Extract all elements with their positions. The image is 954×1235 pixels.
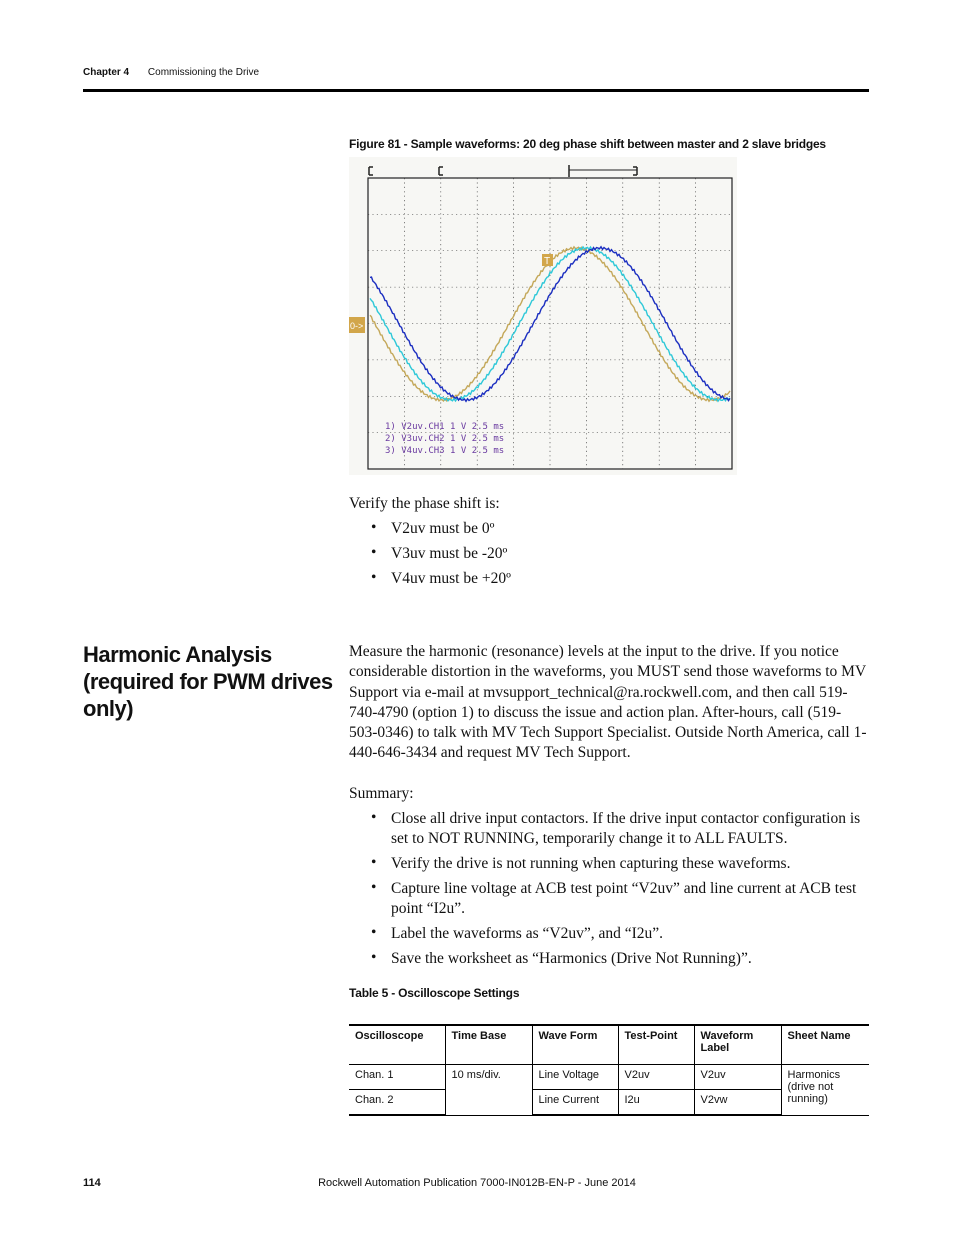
bullet: • xyxy=(371,924,377,941)
bullet: • xyxy=(371,544,377,561)
figure-caption: Figure 81 - Sample waveforms: 20 deg phase shift between master and 2 slave bridges xyxy=(349,137,826,151)
ground-marker xyxy=(349,317,365,333)
summary-item: Close all drive input contactors. If the drive input contactor configuration is set to NOT RUNNING, temporarily change it to ALL FAULTS. xyxy=(391,810,861,848)
oscilloscope-waveform-figure xyxy=(349,157,737,475)
chapter-label: Chapter 4 xyxy=(83,67,130,78)
column-header: Time Base xyxy=(445,1025,532,1065)
verify-intro: Verify the phase shift is: xyxy=(349,495,500,512)
column-header: Sheet Name xyxy=(781,1025,869,1065)
bullet: • xyxy=(371,569,377,586)
table-cell: V2vw xyxy=(694,1090,781,1116)
publication-footer: Rockwell Automation Publication 7000-IN012B-EN-P - June 2014 xyxy=(318,1177,636,1189)
table-row xyxy=(349,1065,869,1090)
table-header-row xyxy=(349,1025,869,1065)
table-cell: V2uv xyxy=(618,1065,694,1090)
bullet: • xyxy=(371,519,377,536)
summary-item: Capture line voltage at ACB test point “V2uv” and line current at ACB test point “I2u”. xyxy=(391,880,857,918)
legend-ch3: 3) V4uv.CH3 1 V 2.5 ms xyxy=(385,446,505,456)
verify-item: V3uv must be -20º xyxy=(391,545,508,562)
table-cell: Chan. 2 xyxy=(349,1090,445,1116)
section-paragraph: Measure the harmonic (resonance) levels at the input to the drive. If you notice considerable distortion in the waveforms, you MUST send those waveforms to MV Support via e-mail at mvsupport_technical@ra.rockwell.com, and then call 519-740-4790 (option 1) to discuss the issue and action plan. After-hours, call (519-503-0346) to talk with MV Tech Support Specialist. Outside North America, call 1-440-646-3434 and request MV Tech Support. xyxy=(349,643,867,762)
trigger-marker xyxy=(542,254,553,267)
column-header: Oscilloscope xyxy=(349,1025,445,1065)
table-cell: V2uv xyxy=(694,1065,781,1090)
table-cell: I2u xyxy=(618,1090,694,1116)
bullet: • xyxy=(371,854,377,871)
running-header xyxy=(83,67,259,78)
bullet: • xyxy=(371,809,377,826)
table-cell: Line Voltage xyxy=(532,1065,618,1090)
summary-label: Summary: xyxy=(349,785,414,802)
column-header: Test-Point xyxy=(618,1025,694,1065)
column-header: Waveform Label xyxy=(694,1025,781,1065)
legend-ch1: 1) V2uv.CH1 1 V 2.5 ms xyxy=(385,422,505,432)
summary-item: Label the waveforms as “V2uv”, and “I2u”. xyxy=(391,925,663,942)
bullet: • xyxy=(371,949,377,966)
section-heading: Harmonic Analysis (required for PWM drives only) xyxy=(83,642,333,721)
summary-item: Verify the drive is not running when capturing these waveforms. xyxy=(391,855,791,872)
chapter-title: Commissioning the Drive xyxy=(147,67,260,78)
oscilloscope-settings-table xyxy=(349,1024,869,1116)
trigger-marker-label: T xyxy=(544,256,551,267)
column-header: Wave Form xyxy=(532,1025,618,1065)
verify-item: V2uv must be 0º xyxy=(391,520,495,537)
table-cell: Chan. 1 xyxy=(349,1065,445,1090)
table-cell: 10 ms/div. xyxy=(445,1065,532,1116)
bullet: • xyxy=(371,879,377,896)
scope-channel-legend xyxy=(385,422,504,456)
page-number: 114 xyxy=(83,1177,101,1189)
ground-marker-label: 0-> xyxy=(350,321,364,331)
summary-item: Save the worksheet as “Harmonics (Drive Not Running)”. xyxy=(391,950,752,967)
table-caption: Table 5 - Oscilloscope Settings xyxy=(349,986,520,1000)
verify-item: V4uv must be +20º xyxy=(391,570,511,587)
table-cell: Line Current xyxy=(532,1090,618,1116)
table-cell: Harmonics (drive not running) xyxy=(781,1065,869,1116)
header-rule xyxy=(83,89,869,92)
legend-ch2: 2) V3uv.CH2 1 V 2.5 ms xyxy=(385,434,505,444)
